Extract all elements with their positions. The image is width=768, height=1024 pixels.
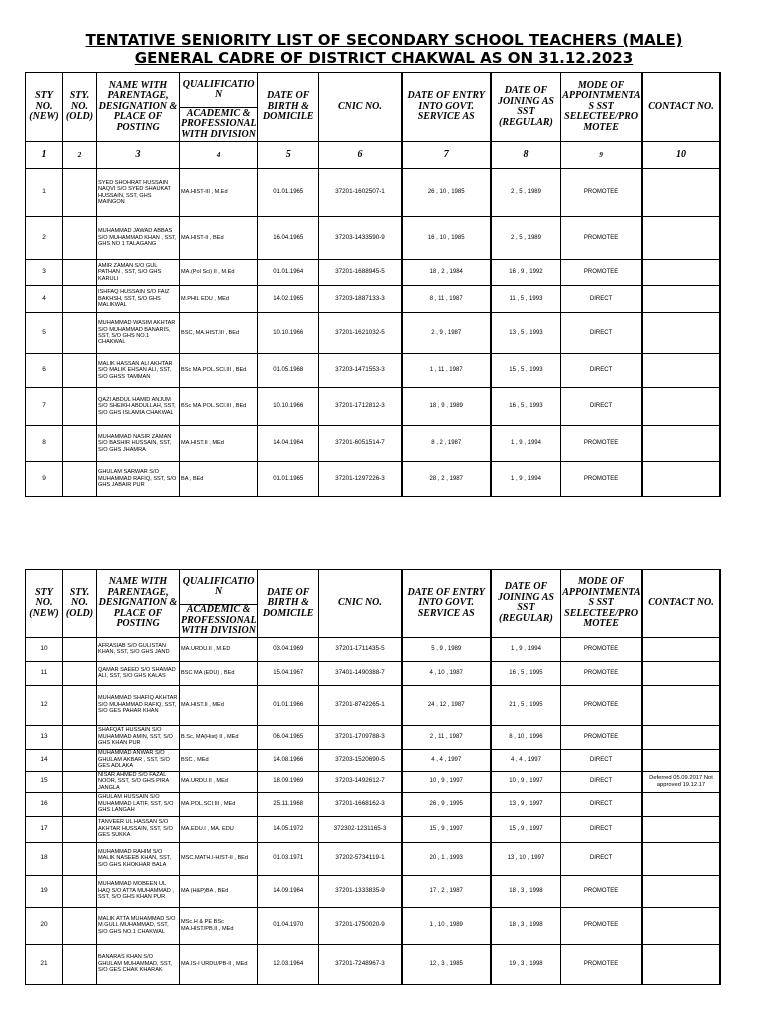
cell-cnic: 37203-1492612-7 (319, 771, 402, 792)
cell-mode: DIRECT (561, 792, 642, 816)
cell-qualification: BSC MA (EDU) , BEd (180, 661, 258, 685)
cell-cnic: 37201-1709788-3 (319, 725, 402, 749)
header-sty-no-new: STY NO. (NEW) (26, 73, 63, 142)
cell-entry-date: 17 , 2 , 1987 (402, 875, 491, 907)
cell-entry-date: 1 , 10 , 1989 (402, 907, 491, 944)
cell-entry-date: 4 , 4 , 1997 (402, 749, 491, 771)
cell-mode: DIRECT (561, 286, 642, 313)
cell-mode: PROMOTEE (561, 944, 642, 984)
cell-dob: 06.04.1965 (258, 725, 319, 749)
table-row (26, 637, 720, 661)
cell-sty-no-old (63, 388, 97, 426)
cell-mode: DIRECT (561, 749, 642, 771)
cell-name: MUHAMMAD RAHIM S/O MALIK NASEEB KHAN, SST, S/O GHS KHOKHAR BALA (97, 842, 180, 875)
cell-sty-no-old (63, 749, 97, 771)
cell-entry-date: 8 , 2 , 1987 (402, 426, 491, 462)
cell-dob: 01.04.1970 (258, 907, 319, 944)
cell-contact (642, 169, 720, 217)
cell-sty-no-new: 15 (26, 771, 63, 792)
cell-contact (642, 725, 720, 749)
cell-entry-date: 16 , 10 , 1985 (402, 217, 491, 260)
cell-joining-date: 15 , 9 , 1997 (491, 816, 561, 842)
cell-joining-date: 15 , 5 , 1993 (491, 354, 561, 388)
cell-sty-no-old (63, 944, 97, 984)
cell-joining-date: 19 , 3 , 1998 (491, 944, 561, 984)
cell-sty-no-new: 8 (26, 426, 63, 462)
cell-dob: 25.11.1968 (258, 792, 319, 816)
cell-entry-date: 8 , 11 , 1987 (402, 286, 491, 313)
cell-sty-no-old (63, 816, 97, 842)
cell-contact (642, 816, 720, 842)
cell-sty-no-old (63, 685, 97, 725)
cell-sty-no-old (63, 426, 97, 462)
cell-contact (642, 637, 720, 661)
cell-qualification: MA.HIST-III , M.Ed (180, 169, 258, 217)
cell-contact (642, 944, 720, 984)
cell-contact (642, 685, 720, 725)
cell-dob: 14.04.1964 (258, 426, 319, 462)
header-joining-date: DATE OF JOINING AS SST (REGULAR) (491, 73, 561, 142)
cell-entry-date: 18 , 2 , 1984 (402, 260, 491, 286)
cell-sty-no-new: 4 (26, 286, 63, 313)
header-contact: CONTACT NO. (642, 570, 720, 638)
column-number: 3 (97, 142, 180, 169)
cell-joining-date: 4 , 4 , 1997 (491, 749, 561, 771)
cell-cnic: 37201-1297226-3 (319, 462, 402, 497)
table-row (26, 661, 720, 685)
cell-entry-date: 28 , 2 , 1987 (402, 462, 491, 497)
cell-name: ISHFAQ HUSSAIN S/O FAIZ BAKHSH, SST, S/O GHS MALIKWAL (97, 286, 180, 313)
cell-contact (642, 388, 720, 426)
cell-joining-date: 2 , 5 , 1989 (491, 169, 561, 217)
cell-name: SHAFQAT HUSSAIN S/O MUHAMMAD AMIN, SST, S/O GHS KHAN PUR (97, 725, 180, 749)
header-cnic: CNIC NO. (319, 570, 402, 638)
cell-cnic: 37203-1471553-3 (319, 354, 402, 388)
column-number: 8 (491, 142, 561, 169)
cell-name: GHULAM HUSSAIN S/O MUHAMMAD LATIF, SST, S/O GHS LANGAH (97, 792, 180, 816)
cell-name: QAMAR SAEED S/O SHAMAD ALI, SST, S/O GHS KALAS (97, 661, 180, 685)
header-contact: CONTACT NO. (642, 73, 720, 142)
cell-joining-date: 1 , 9 , 1994 (491, 637, 561, 661)
cell-sty-no-old (63, 792, 97, 816)
cell-entry-date: 20 , 1 , 1993 (402, 842, 491, 875)
column-number: 7 (402, 142, 491, 169)
cell-contact (642, 354, 720, 388)
cell-sty-no-new: 1 (26, 169, 63, 217)
cell-sty-no-new: 16 (26, 792, 63, 816)
cell-cnic: 37201-8742265-1 (319, 685, 402, 725)
cell-cnic: 37202-5734119-1 (319, 842, 402, 875)
cell-contact (642, 842, 720, 875)
cell-dob: 01.01.1966 (258, 685, 319, 725)
cell-cnic: 37201-1712812-3 (319, 388, 402, 426)
cell-sty-no-new: 14 (26, 749, 63, 771)
header-qualification: QUALIFICATIO N (180, 570, 258, 605)
table-row (26, 313, 720, 354)
header-joining-date: DATE OF JOINING AS SST (REGULAR) (491, 570, 561, 638)
cell-contact (642, 217, 720, 260)
cell-dob: 01.01.1964 (258, 260, 319, 286)
cell-entry-date: 1 , 11 , 1987 (402, 354, 491, 388)
cell-cnic: 37201-1621032-5 (319, 313, 402, 354)
cell-sty-no-old (63, 661, 97, 685)
header-sty-no-old: STY. NO. (OLD) (63, 570, 97, 638)
cell-qualification: MA (H&P)BA , BEd (180, 875, 258, 907)
cell-qualification: MA.IS-I URDU/PB-II , MEd (180, 944, 258, 984)
cell-joining-date: 18 , 3 , 1998 (491, 875, 561, 907)
cell-joining-date: 8 , 10 , 1996 (491, 725, 561, 749)
table-row (26, 816, 720, 842)
cell-contact (642, 907, 720, 944)
table-row (26, 842, 720, 875)
column-number: 6 (319, 142, 402, 169)
cell-sty-no-new: 20 (26, 907, 63, 944)
cell-qualification: B.Sc, MA(Hist) II , MEd (180, 725, 258, 749)
cell-mode: DIRECT (561, 816, 642, 842)
cell-sty-no-new: 21 (26, 944, 63, 984)
header-qualification: QUALIFICATIO N (180, 73, 258, 108)
column-number: 9 (561, 142, 642, 169)
cell-mode: DIRECT (561, 842, 642, 875)
table-row (26, 907, 720, 944)
cell-dob: 14.08.1966 (258, 749, 319, 771)
cell-joining-date: 16 , 5 , 1993 (491, 388, 561, 426)
cell-qualification: MA.HIST-II , BEd (180, 217, 258, 260)
table-row (26, 944, 720, 984)
header-mode: MODE OF APPOINTMENTA S SST SELECTEE/PRO MOTEE (561, 73, 642, 142)
table-row (26, 217, 720, 260)
table-row (26, 875, 720, 907)
cell-entry-date: 2 , 9 , 1987 (402, 313, 491, 354)
cell-sty-no-new: 13 (26, 725, 63, 749)
table-row (26, 462, 720, 497)
seniority-table-2 (25, 569, 721, 985)
column-number: 2 (63, 142, 97, 169)
cell-sty-no-new: 5 (26, 313, 63, 354)
cell-mode: DIRECT (561, 388, 642, 426)
cell-qualification: MA.POL.SCI.III , MEd (180, 792, 258, 816)
cell-entry-date: 12 , 3 , 1985 (402, 944, 491, 984)
cell-sty-no-new: 12 (26, 685, 63, 725)
cell-dob: 12.03.1964 (258, 944, 319, 984)
cell-sty-no-old (63, 354, 97, 388)
cell-qualification: MA.HIST.II , MEd (180, 426, 258, 462)
cell-entry-date: 10 , 9 , 1997 (402, 771, 491, 792)
header-name: NAME WITH PARENTAGE, DESIGNATION & PLACE OF POSTING (97, 73, 180, 142)
cell-contact (642, 260, 720, 286)
cell-name: AMIR ZAMAN S/O GUL PATHAN , SST, S/O GHS KARULI (97, 260, 180, 286)
cell-entry-date: 26 , 10 , 1985 (402, 169, 491, 217)
cell-sty-no-old (63, 771, 97, 792)
cell-sty-no-old (63, 286, 97, 313)
header-name: NAME WITH PARENTAGE, DESIGNATION & PLACE OF POSTING (97, 570, 180, 638)
cell-sty-no-old (63, 462, 97, 497)
cell-qualification: BSC, MA.HIST.III , BEd (180, 313, 258, 354)
cell-entry-date: 5 , 9 , 1989 (402, 637, 491, 661)
column-number: 4 (180, 142, 258, 169)
cell-name: MALIK HASSAN ALI AKHTAR S/O MALIK EHSAN ALI, SST, S/O GHSS TAMMAN (97, 354, 180, 388)
cell-sty-no-old (63, 637, 97, 661)
cell-joining-date: 18 , 3 , 1998 (491, 907, 561, 944)
cell-name: TANVEER UL HASSAN S/O AKHTAR HUSSAIN, SST, S/O GES SUKKA (97, 816, 180, 842)
cell-contact (642, 661, 720, 685)
cell-mode: PROMOTEE (561, 661, 642, 685)
cell-dob: 01.01.1965 (258, 462, 319, 497)
cell-joining-date: 1 , 9 , 1994 (491, 426, 561, 462)
cell-contact: Deferred 05.09.2017 Not approved 19.12.17 (642, 771, 720, 792)
cell-entry-date: 24 , 12 , 1987 (402, 685, 491, 725)
cell-dob: 18.09.1969 (258, 771, 319, 792)
cell-contact (642, 286, 720, 313)
cell-entry-date: 15 , 9 , 1997 (402, 816, 491, 842)
cell-entry-date: 2 , 11 , 1987 (402, 725, 491, 749)
cell-mode: DIRECT (561, 354, 642, 388)
cell-name: GHULAM SARWAR S/O MUHAMMAD RAFIQ, SST, S/O GHS JABAIR PUR (97, 462, 180, 497)
cell-qualification: MA.URDU.II , MEd (180, 771, 258, 792)
table-row (26, 426, 720, 462)
cell-sty-no-old (63, 725, 97, 749)
header-entry-date: DATE OF ENTRY INTO GOVT. SERVICE AS (402, 570, 491, 638)
cell-cnic: 37201-1333835-9 (319, 875, 402, 907)
table-row (26, 169, 720, 217)
cell-cnic: 37201-1602507-1 (319, 169, 402, 217)
cell-joining-date: 16 , 5 , 1995 (491, 661, 561, 685)
cell-mode: PROMOTEE (561, 462, 642, 497)
cell-contact (642, 875, 720, 907)
column-number: 5 (258, 142, 319, 169)
cell-joining-date: 13 , 5 , 1993 (491, 313, 561, 354)
column-number: 10 (642, 142, 720, 169)
cell-mode: PROMOTEE (561, 637, 642, 661)
cell-name: MUHAMMAD JAWAD ABBAS S/O MUHAMMAD KHAN , SST, GHS NO 1 TALAGANG (97, 217, 180, 260)
cell-qualification: MA.EDU.I , MA. EDU (180, 816, 258, 842)
header-sty-no-new: STY NO. (NEW) (26, 570, 63, 638)
cell-qualification: BA , BEd (180, 462, 258, 497)
table-row (26, 354, 720, 388)
cell-name: MALIK ATTA MUHAMMAD S/O M.GULL MUHAMMAD, SST, S/O GHS NO.1 CHAKWAL (97, 907, 180, 944)
header-dob: DATE OF BIRTH & DOMICILE (258, 570, 319, 638)
cell-cnic: 37401-1490388-7 (319, 661, 402, 685)
cell-sty-no-new: 2 (26, 217, 63, 260)
cell-qualification: MA.(Pol Sci) II , M.Ed (180, 260, 258, 286)
cell-cnic: 37201-1668162-3 (319, 792, 402, 816)
cell-joining-date: 21 , 5 , 1995 (491, 685, 561, 725)
cell-dob: 03.04.1969 (258, 637, 319, 661)
cell-sty-no-new: 3 (26, 260, 63, 286)
cell-dob: 01.01.1965 (258, 169, 319, 217)
table-row (26, 286, 720, 313)
cell-mode: PROMOTEE (561, 875, 642, 907)
cell-cnic: 37203-1433590-9 (319, 217, 402, 260)
cell-name: MUHAMMAD MOBEEN UL HAQ S/O ATTA MUHAMMAD , SST, S/O GHS KHAN PUR (97, 875, 180, 907)
document-title-line-2: GENERAL CADRE OF DISTRICT CHAKWAL AS ON 31.12.2023 (134, 49, 634, 67)
cell-qualification: BSC , MEd (180, 749, 258, 771)
header-cnic: CNIC NO. (319, 73, 402, 142)
cell-qualification: MA.HIST.II , MEd (180, 685, 258, 725)
cell-sty-no-new: 11 (26, 661, 63, 685)
cell-entry-date: 18 , 9 , 1989 (402, 388, 491, 426)
cell-name: BANARAS KHAN S/O GHULAM MUHAMMAD, SST, S/O GES CHAK KHARAK (97, 944, 180, 984)
cell-cnic: 37203-1887133-3 (319, 286, 402, 313)
cell-sty-no-new: 19 (26, 875, 63, 907)
cell-mode: PROMOTEE (561, 725, 642, 749)
cell-cnic: 37201-1711435-5 (319, 637, 402, 661)
cell-qualification: BSc MA.POL.SCI.III , BEd (180, 388, 258, 426)
cell-cnic: 37203-1520690-5 (319, 749, 402, 771)
cell-qualification: M.PHIL EDU , MEd (180, 286, 258, 313)
cell-contact (642, 313, 720, 354)
cell-dob: 14.02.1965 (258, 286, 319, 313)
cell-mode: DIRECT (561, 313, 642, 354)
cell-mode: PROMOTEE (561, 685, 642, 725)
cell-name: MUHAMMAD SHAFIQ AKHTAR S/O MUHAMMAD RAFIQ, SST, S/O GES PAHAR KHAN (97, 685, 180, 725)
cell-mode: PROMOTEE (561, 907, 642, 944)
cell-mode: PROMOTEE (561, 426, 642, 462)
cell-contact (642, 426, 720, 462)
cell-sty-no-new: 10 (26, 637, 63, 661)
cell-cnic: 37201-1688945-5 (319, 260, 402, 286)
cell-sty-no-old (63, 217, 97, 260)
cell-sty-no-new: 6 (26, 354, 63, 388)
cell-contact (642, 792, 720, 816)
table-row (26, 388, 720, 426)
cell-sty-no-old (63, 169, 97, 217)
cell-cnic: 37201-7248967-3 (319, 944, 402, 984)
header-qualification-sub: ACADEMIC & PROFESSIONAL WITH DIVISION (181, 604, 257, 636)
cell-name: MUHAMMAD NASIR ZAMAN S/O BASHIR HUSSAIN, SST, S/O GHS JHAMRA (97, 426, 180, 462)
cell-joining-date: 11 , 5 , 1993 (491, 286, 561, 313)
cell-dob: 01.03.1971 (258, 842, 319, 875)
cell-qualification: MSC.MATH.I-HIST-II , BEd (180, 842, 258, 875)
header-entry-date: DATE OF ENTRY INTO GOVT. SERVICE AS (402, 73, 491, 142)
cell-dob: 01.05.1968 (258, 354, 319, 388)
cell-joining-date: 13 , 9 , 1997 (491, 792, 561, 816)
cell-name: QAZI ABDUL HAMID ANJUM S/O SHEIKH ABDULLAH, SST, S/O GHS ISLAMIA CHAKWAL (97, 388, 180, 426)
cell-dob: 14.09.1964 (258, 875, 319, 907)
cell-mode: PROMOTEE (561, 260, 642, 286)
cell-qualification: MA.URDU.II , M.ED (180, 637, 258, 661)
cell-dob: 14.05.1972 (258, 816, 319, 842)
cell-sty-no-old (63, 842, 97, 875)
cell-mode: DIRECT (561, 771, 642, 792)
table-row (26, 725, 720, 749)
cell-qualification: BSc MA.POL.SCI.III , BEd (180, 354, 258, 388)
cell-dob: 15.04.1967 (258, 661, 319, 685)
cell-sty-no-old (63, 260, 97, 286)
table-row (26, 749, 720, 771)
cell-contact (642, 462, 720, 497)
document-title-line-1: TENTATIVE SENIORITY LIST OF SECONDARY SCHOOL TEACHERS (MALE) (85, 31, 683, 49)
cell-mode: PROMOTEE (561, 217, 642, 260)
cell-mode: PROMOTEE (561, 169, 642, 217)
cell-sty-no-new: 17 (26, 816, 63, 842)
header-mode: MODE OF APPOINTMENTA S SST SELECTEE/PRO MOTEE (561, 570, 642, 638)
header-dob: DATE OF BIRTH & DOMICILE (258, 73, 319, 142)
table-row (26, 771, 720, 792)
cell-joining-date: 10 , 9 , 1997 (491, 771, 561, 792)
header-sty-no-old: STY. NO. (OLD) (63, 73, 97, 142)
cell-entry-date: 4 , 10 , 1987 (402, 661, 491, 685)
cell-sty-no-new: 18 (26, 842, 63, 875)
table-row (26, 792, 720, 816)
cell-sty-no-new: 9 (26, 462, 63, 497)
table-row (26, 685, 720, 725)
cell-name: NISAR AHMED S/O FAZAL NOOR, SST, S/O GHS PIRA JANGLA (97, 771, 180, 792)
header-qualification-sub: ACADEMIC & PROFESSIONAL WITH DIVISION (181, 107, 257, 140)
cell-cnic: 37201-1750020-9 (319, 907, 402, 944)
cell-contact (642, 749, 720, 771)
cell-sty-no-new: 7 (26, 388, 63, 426)
cell-sty-no-old (63, 313, 97, 354)
cell-joining-date: 13 , 10 , 1997 (491, 842, 561, 875)
cell-dob: 10.10.1966 (258, 313, 319, 354)
cell-cnic: 37201-6051514-7 (319, 426, 402, 462)
cell-dob: 16.04.1965 (258, 217, 319, 260)
cell-sty-no-old (63, 907, 97, 944)
cell-joining-date: 1 , 9 , 1994 (491, 462, 561, 497)
cell-qualification: MSc.H & PE BSc MA.HIST/PB.II , MEd (180, 907, 258, 944)
cell-name: MUHAMMAD WASIM AKHTAR S/O MUHAMMAD BANARIS, SST, S/O GHS NO.1 CHAKWAL (97, 313, 180, 354)
table-row (26, 260, 720, 286)
column-number: 1 (26, 142, 63, 169)
cell-dob: 10.10.1966 (258, 388, 319, 426)
cell-sty-no-old (63, 875, 97, 907)
cell-name: MUHAMMAD ANWAR S/O GHULAM AKBAR , SST, S/O GES ADLAKA (97, 749, 180, 771)
cell-entry-date: 26 , 9 , 1995 (402, 792, 491, 816)
cell-name: AFRASIAB S/O GULISTAN KHAN, SST, S/O GHS JAND (97, 637, 180, 661)
cell-joining-date: 16 , 9 , 1992 (491, 260, 561, 286)
cell-name: SYED SHOHRAT HUSSAIN NAQVI S/O SYED SHAUKAT HUSSAIN, SST, GHS MAINGON (97, 169, 180, 217)
seniority-table-1 (25, 72, 721, 497)
cell-joining-date: 2 , 5 , 1989 (491, 217, 561, 260)
cell-cnic: 372302-1231165-3 (319, 816, 402, 842)
